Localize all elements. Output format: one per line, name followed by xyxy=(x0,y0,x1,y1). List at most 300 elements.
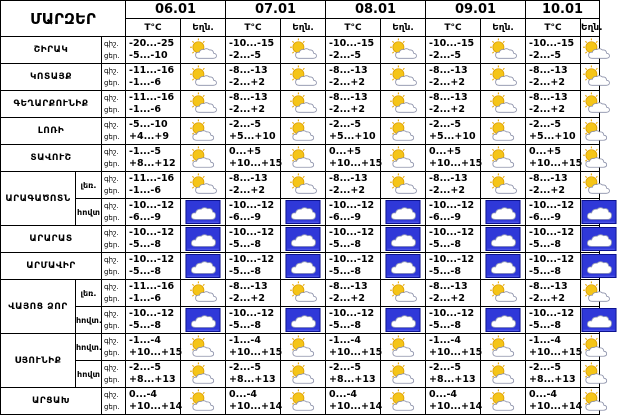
region-name: ԿՈՏԱՅՔ xyxy=(1,64,102,91)
night-temp: -10...-12 xyxy=(529,200,575,211)
night-temp: 0...-4 xyxy=(229,389,258,400)
night-temp: -10...-12 xyxy=(129,254,175,265)
temperature-cell xyxy=(126,37,181,64)
day-temp: +10...+15 xyxy=(329,347,383,358)
weather-cell xyxy=(481,145,526,172)
night-temp: -1...-4 xyxy=(129,335,161,346)
sun-cloud-icon xyxy=(188,362,218,386)
day-temp: +5...+10 xyxy=(229,131,276,142)
sun-cloud-icon xyxy=(288,389,318,413)
sun-cloud-icon xyxy=(388,335,418,359)
weather-cell xyxy=(581,118,600,145)
day-label: ցեր. xyxy=(104,133,120,141)
weather-cell xyxy=(481,199,526,226)
sun-cloud-icon xyxy=(288,362,318,386)
night-temp: -10...-12 xyxy=(229,227,275,238)
day-temp: -2...+2 xyxy=(529,77,565,88)
temp-header: T°C xyxy=(426,19,481,37)
partly-cloudy-icon xyxy=(188,173,218,197)
partly-cloudy-icon xyxy=(188,65,218,89)
time-labels xyxy=(102,64,126,91)
temperature-cell xyxy=(126,280,181,307)
day-temp: -2...+2 xyxy=(529,293,565,304)
sun-cloud-icon xyxy=(188,335,218,359)
region-name: ԱՐՄԱՎԻՐ xyxy=(1,253,102,280)
partly-cloudy-icon xyxy=(581,65,611,89)
night-temp: -8...-13 xyxy=(529,281,568,292)
night-temp: -1...-4 xyxy=(429,335,461,346)
temperature-cell xyxy=(126,199,181,226)
night-temp: -8...-13 xyxy=(229,281,268,292)
day-temp: -1...-6 xyxy=(129,104,161,115)
sun-cloud-icon xyxy=(488,362,518,386)
temperature-cell xyxy=(426,172,481,199)
day-temp: +10...+14 xyxy=(229,401,283,412)
weather-cell xyxy=(481,172,526,199)
overcast-icon xyxy=(581,200,617,224)
weather-cell xyxy=(381,172,426,199)
night-temp: -8...-13 xyxy=(429,65,468,76)
overcast-icon xyxy=(581,227,617,251)
day-label: ցեր. xyxy=(104,322,120,330)
weather-cell xyxy=(381,307,426,334)
day-temp: +10...+15 xyxy=(429,347,483,358)
night-temp: -2...-5 xyxy=(529,119,561,130)
day-temp: -5...-8 xyxy=(429,320,461,331)
date-header: 10.01 xyxy=(526,1,600,19)
night-label: գիշ. xyxy=(104,310,119,318)
time-labels xyxy=(102,334,126,361)
temperature-cell xyxy=(426,118,481,145)
weather-cell xyxy=(581,172,600,199)
night-temp: -2...-5 xyxy=(429,362,461,373)
weather-cell xyxy=(581,64,600,91)
time-labels xyxy=(102,91,126,118)
region-name: ԱՐԱԳԱԾՈՏՆ xyxy=(1,172,76,226)
temp-header: T°C xyxy=(226,19,281,37)
weather-cell xyxy=(381,91,426,118)
weather-cell xyxy=(281,118,326,145)
night-label: գիշ. xyxy=(104,148,119,156)
day-temp: -2...+2 xyxy=(529,104,565,115)
table-row xyxy=(1,145,600,172)
weather-cell xyxy=(181,361,226,388)
day-temp: -2...+2 xyxy=(229,77,265,88)
day-temp: -5...-8 xyxy=(129,239,161,250)
weather-cell xyxy=(581,37,600,64)
temperature-cell xyxy=(226,280,281,307)
night-temp: -8...-13 xyxy=(329,92,368,103)
day-temp: -2...-5 xyxy=(229,50,261,61)
night-temp: -1...-5 xyxy=(129,146,161,157)
temperature-cell xyxy=(326,37,381,64)
temperature-cell xyxy=(526,334,581,361)
weather-cell xyxy=(381,361,426,388)
night-temp: -20...-25 xyxy=(129,38,175,49)
day-temp: +8...+12 xyxy=(129,158,176,169)
night-label: գիշ. xyxy=(104,283,119,291)
day-label: ցեր. xyxy=(104,79,120,87)
temp-header: T°C xyxy=(126,19,181,37)
region-name: ԳԵՂԱՐՔՈՒՆԻՔ xyxy=(1,91,102,118)
region-name: ԼՈՌԻ xyxy=(1,118,102,145)
day-temp: -5...-8 xyxy=(129,320,161,331)
overcast-icon xyxy=(385,200,421,224)
weather-cell xyxy=(381,334,426,361)
day-temp: -5...-8 xyxy=(229,320,261,331)
night-temp: -8...-13 xyxy=(329,173,368,184)
day-temp: -5...-8 xyxy=(529,239,561,250)
overcast-icon xyxy=(485,227,521,251)
weather-cell xyxy=(381,388,426,415)
cond-header: Եղն. xyxy=(581,19,600,37)
partly-cloudy-icon xyxy=(188,92,218,116)
day-temp: +10...+15 xyxy=(529,347,583,358)
night-temp: -10...-12 xyxy=(329,308,375,319)
day-label: ցեր. xyxy=(104,52,120,60)
temperature-cell xyxy=(526,388,581,415)
temperature-cell xyxy=(326,118,381,145)
temperature-cell xyxy=(226,64,281,91)
partly-cloudy-icon xyxy=(388,65,418,89)
subregion-label: լեռ. xyxy=(76,172,102,199)
temperature-cell xyxy=(126,172,181,199)
sun-cloud-icon xyxy=(581,119,611,143)
night-temp: 0...-4 xyxy=(429,389,458,400)
temperature-cell xyxy=(326,280,381,307)
day-temp: +8...+13 xyxy=(129,374,176,385)
night-temp: -10...-12 xyxy=(229,254,275,265)
weather-cell xyxy=(581,307,600,334)
time-labels xyxy=(102,145,126,172)
partly-cloudy-icon xyxy=(188,38,218,62)
region-name: ՎԱՅՈՑ ՁՈՐ xyxy=(1,280,76,334)
night-label: գիշ. xyxy=(104,229,119,237)
temperature-cell xyxy=(426,280,481,307)
temperature-cell xyxy=(126,253,181,280)
time-labels xyxy=(102,172,126,199)
sun-cloud-icon xyxy=(188,389,218,413)
overcast-icon xyxy=(485,308,521,332)
night-temp: -10...-15 xyxy=(429,38,475,49)
weather-cell xyxy=(181,253,226,280)
time-labels xyxy=(102,37,126,64)
weather-cell xyxy=(181,91,226,118)
weather-cell xyxy=(181,145,226,172)
overcast-icon xyxy=(485,200,521,224)
region-name: ՇԻՐԱԿ xyxy=(1,37,102,64)
partly-cloudy-icon xyxy=(488,65,518,89)
night-temp: -11...-16 xyxy=(129,65,175,76)
temperature-cell xyxy=(326,253,381,280)
day-label: ցեր. xyxy=(104,349,120,357)
weather-cell xyxy=(381,64,426,91)
day-temp: -5...-8 xyxy=(329,266,361,277)
day-temp: +10...+15 xyxy=(129,347,183,358)
sun-cloud-icon xyxy=(581,389,611,413)
temp-header: T°C xyxy=(326,19,381,37)
day-temp: +10...+14 xyxy=(529,401,583,412)
temperature-cell xyxy=(126,334,181,361)
temperature-cell xyxy=(226,334,281,361)
day-temp: -2...+2 xyxy=(229,104,265,115)
overcast-icon xyxy=(185,200,221,224)
day-label: ցեր. xyxy=(104,160,120,168)
partly-cloudy-icon xyxy=(288,38,318,62)
day-temp: +10...+15 xyxy=(329,158,383,169)
weather-cell xyxy=(581,199,600,226)
day-temp: +4...+9 xyxy=(129,131,169,142)
temperature-cell xyxy=(326,388,381,415)
day-temp: -6...-9 xyxy=(329,212,361,223)
date-header: 06.01 xyxy=(126,1,226,19)
table-row xyxy=(1,199,600,226)
partly-cloudy-icon xyxy=(288,65,318,89)
night-temp: -8...-13 xyxy=(529,92,568,103)
partly-cloudy-icon xyxy=(581,38,611,62)
date-header: 07.01 xyxy=(226,1,326,19)
sun-cloud-icon xyxy=(188,146,218,170)
night-temp: -8...-13 xyxy=(429,281,468,292)
partly-cloudy-icon xyxy=(488,281,518,305)
weather-cell xyxy=(181,334,226,361)
temperature-cell xyxy=(226,172,281,199)
day-label: ցեր. xyxy=(104,403,120,411)
cond-header: Եղն. xyxy=(381,19,426,37)
overcast-icon xyxy=(385,308,421,332)
temperature-cell xyxy=(226,118,281,145)
day-temp: -1...-6 xyxy=(129,77,161,88)
temperature-cell xyxy=(326,64,381,91)
night-temp: -10...-12 xyxy=(429,227,475,238)
night-label: գիշ. xyxy=(104,202,119,210)
weather-cell xyxy=(481,118,526,145)
night-temp: -11...-16 xyxy=(129,173,175,184)
temperature-cell xyxy=(126,145,181,172)
table-row xyxy=(1,280,600,307)
day-temp: -2...+2 xyxy=(429,77,465,88)
table-row xyxy=(1,334,600,361)
temperature-cell xyxy=(526,226,581,253)
region-name: ՍՅՈՒՆԻՔ xyxy=(1,334,76,388)
temperature-cell xyxy=(526,145,581,172)
weather-cell xyxy=(281,91,326,118)
weather-cell xyxy=(281,307,326,334)
day-temp: -1...-6 xyxy=(129,185,161,196)
day-temp: -2...+2 xyxy=(329,77,365,88)
night-temp: -10...-12 xyxy=(129,227,175,238)
temperature-cell xyxy=(126,307,181,334)
night-temp: -1...-4 xyxy=(529,335,561,346)
overcast-icon xyxy=(581,308,617,332)
temperature-cell xyxy=(326,91,381,118)
weather-cell xyxy=(381,37,426,64)
weather-cell xyxy=(481,361,526,388)
weather-cell xyxy=(181,199,226,226)
weather-cell xyxy=(381,280,426,307)
night-temp: -11...-16 xyxy=(129,281,175,292)
temperature-cell xyxy=(326,226,381,253)
night-temp: -10...-12 xyxy=(429,308,475,319)
night-temp: -1...-4 xyxy=(329,335,361,346)
day-label: ցեր. xyxy=(104,295,120,303)
night-temp: -10...-12 xyxy=(329,254,375,265)
temperature-cell xyxy=(426,145,481,172)
night-temp: -8...-13 xyxy=(429,173,468,184)
night-label: գիշ. xyxy=(104,337,119,345)
table-row xyxy=(1,118,600,145)
time-labels xyxy=(102,253,126,280)
night-temp: 0...-4 xyxy=(329,389,358,400)
day-temp: -2...-5 xyxy=(529,50,561,61)
day-temp: -5...-8 xyxy=(229,239,261,250)
weather-cell xyxy=(481,253,526,280)
weather-cell xyxy=(381,199,426,226)
weather-cell xyxy=(181,37,226,64)
night-temp: -11...-16 xyxy=(129,92,175,103)
weather-cell xyxy=(281,334,326,361)
day-temp: +8...+13 xyxy=(229,374,276,385)
temperature-cell xyxy=(326,307,381,334)
day-temp: -5...-8 xyxy=(229,266,261,277)
table-row xyxy=(1,253,600,280)
region-name: ՏԱՎՈՒՇ xyxy=(1,145,102,172)
weather-cell xyxy=(481,64,526,91)
day-temp: +5...+10 xyxy=(529,131,576,142)
temperature-cell xyxy=(326,199,381,226)
day-label: ցեր. xyxy=(104,214,120,222)
cond-header: Եղն. xyxy=(281,19,326,37)
day-label: ցեր. xyxy=(104,268,120,276)
weather-cell xyxy=(281,64,326,91)
temperature-cell xyxy=(426,226,481,253)
temperature-cell xyxy=(126,118,181,145)
night-temp: -10...-12 xyxy=(129,200,175,211)
partly-cloudy-icon xyxy=(488,173,518,197)
temperature-cell xyxy=(426,334,481,361)
weather-cell xyxy=(381,253,426,280)
day-temp: -1...-6 xyxy=(129,293,161,304)
temperature-cell xyxy=(126,91,181,118)
night-temp: -5...-10 xyxy=(129,119,168,130)
weather-cell xyxy=(281,226,326,253)
day-temp: -2...+2 xyxy=(429,293,465,304)
day-temp: -5...-8 xyxy=(329,320,361,331)
day-temp: +8...+13 xyxy=(329,374,376,385)
day-temp: -5...-10 xyxy=(129,50,168,61)
night-temp: -2...-5 xyxy=(329,362,361,373)
temperature-cell xyxy=(226,307,281,334)
weather-cell xyxy=(581,91,600,118)
temperature-cell xyxy=(526,199,581,226)
night-temp: -2...-5 xyxy=(429,119,461,130)
temperature-cell xyxy=(226,199,281,226)
day-label: ցեր. xyxy=(104,241,120,249)
day-temp: -2...+2 xyxy=(229,185,265,196)
table-row xyxy=(1,226,600,253)
sun-cloud-icon xyxy=(388,119,418,143)
table-row xyxy=(1,37,600,64)
night-temp: -10...-12 xyxy=(229,308,275,319)
weather-cell xyxy=(581,145,600,172)
day-temp: -6...-9 xyxy=(529,212,561,223)
temperature-cell xyxy=(526,37,581,64)
weather-cell xyxy=(281,172,326,199)
day-temp: +10...+14 xyxy=(329,401,383,412)
night-temp: -10...-15 xyxy=(329,38,375,49)
day-label: ցեր. xyxy=(104,376,120,384)
cond-header: Եղն. xyxy=(181,19,226,37)
partly-cloudy-icon xyxy=(388,173,418,197)
weather-cell xyxy=(181,118,226,145)
day-temp: -2...+2 xyxy=(329,293,365,304)
partly-cloudy-icon xyxy=(388,38,418,62)
temperature-cell xyxy=(426,253,481,280)
weather-cell xyxy=(281,199,326,226)
region-name: ԱՐԱՐԱՏ xyxy=(1,226,102,253)
temperature-cell xyxy=(426,37,481,64)
sun-cloud-icon xyxy=(488,119,518,143)
temperature-cell xyxy=(526,361,581,388)
weather-cell xyxy=(481,334,526,361)
day-temp: +10...+15 xyxy=(229,347,283,358)
day-temp: +5...+10 xyxy=(429,131,476,142)
night-label: գիշ. xyxy=(104,364,119,372)
weather-cell xyxy=(481,388,526,415)
day-temp: -2...+2 xyxy=(529,185,565,196)
day-temp: -2...-5 xyxy=(429,50,461,61)
partly-cloudy-icon xyxy=(488,38,518,62)
weather-cell xyxy=(581,388,600,415)
night-temp: 0...+5 xyxy=(429,146,462,157)
overcast-icon xyxy=(285,308,321,332)
weather-cell xyxy=(281,280,326,307)
cond-header: Եղն. xyxy=(481,19,526,37)
overcast-icon xyxy=(185,308,221,332)
weather-cell xyxy=(281,361,326,388)
weather-cell xyxy=(381,145,426,172)
temperature-cell xyxy=(426,388,481,415)
weather-cell xyxy=(481,37,526,64)
temperature-cell xyxy=(526,280,581,307)
temperature-cell xyxy=(426,199,481,226)
day-temp: -5...-8 xyxy=(129,266,161,277)
sun-cloud-icon xyxy=(488,389,518,413)
sun-cloud-icon xyxy=(188,119,218,143)
temperature-cell xyxy=(226,37,281,64)
weather-cell xyxy=(581,253,600,280)
time-labels xyxy=(102,199,126,226)
night-temp: -10...-15 xyxy=(529,38,575,49)
temperature-cell xyxy=(526,91,581,118)
weather-cell xyxy=(181,172,226,199)
temperature-cell xyxy=(326,334,381,361)
night-temp: -8...-13 xyxy=(429,92,468,103)
table-row xyxy=(1,172,600,199)
night-temp: -10...-12 xyxy=(429,254,475,265)
weather-cell xyxy=(181,388,226,415)
night-temp: -8...-13 xyxy=(329,65,368,76)
table-title: ՄԱՐԶԵՐ xyxy=(1,1,126,37)
day-temp: -5...-8 xyxy=(429,266,461,277)
night-temp: -8...-13 xyxy=(529,173,568,184)
night-temp: -10...-12 xyxy=(229,200,275,211)
temperature-cell xyxy=(326,361,381,388)
day-temp: +10...+14 xyxy=(129,401,183,412)
time-labels xyxy=(102,388,126,415)
day-temp: +5...+10 xyxy=(329,131,376,142)
overcast-icon xyxy=(285,227,321,251)
